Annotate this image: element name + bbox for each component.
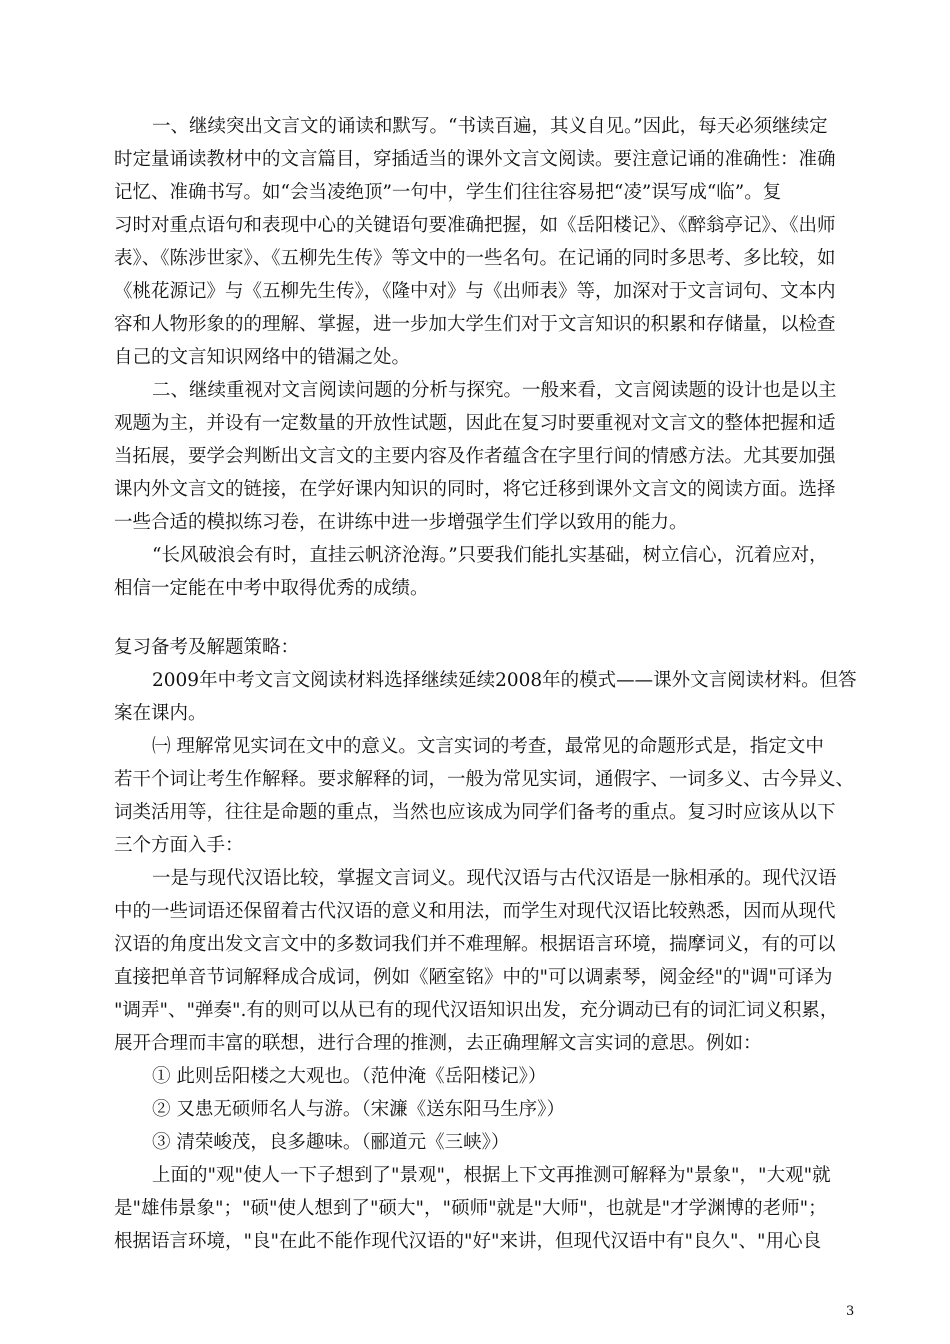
paragraph-1-line-8: 自己的文言知识网络中的错漏之处。 [114, 347, 411, 368]
example-3: ③ 清荣峻茂，良多趣味。（郦道元《三峡》） [152, 1132, 510, 1153]
paragraph-3-line-2: 案在课内。 [114, 703, 207, 724]
paragraph-2-line-5: 一些合适的模拟练习卷，在讲练中进一步增强学生们学以致用的能力。 [114, 512, 688, 533]
paragraph-4-line-1: ㈠ 理解常见实词在文中的意义。文言实词的考查，最常见的命题形式是，指定文中 [152, 736, 824, 757]
paragraph-5-line-3: 汉语的角度出发文言文中的多数词我们并不难理解。根据语言环境，揣摩词义，有的可以 [114, 934, 836, 955]
paragraph-4-line-2: 若干个词让考生作解释。要求解释的词，一般为常见实词，通假字、一词多义、古今异义、 [114, 769, 855, 790]
quote-line-1: “长风破浪会有时，直挂云帆济沧海。”只要我们能扎实基础，树立信心，沉着应对， [152, 545, 828, 566]
paragraph-2-line-4: 课内外文言文的链接，在学好课内知识的同时，将它迁移到课外文言文的阅读方面。选择 [114, 479, 836, 500]
paragraph-5-line-4: 直接把单音节词解释成合成词，例如《陋室铭》中的"可以调素琴，阅金经"的"调"可译为 [114, 967, 833, 988]
paragraph-1-line-7: 容和人物形象的的理解、掌握，进一步加大学生们对于文言知识的积累和存储量，以检查 [114, 314, 836, 335]
paragraph-4-line-3: 词类活用等，往往是命题的重点，当然也应该成为同学们备考的重点。复习时应该从以下 [114, 802, 836, 823]
paragraph-6-line-1: 上面的"观"使人一下子想到了"景观"，根据上下文再推测可解释为"景象"，"大观"就 [152, 1165, 831, 1186]
quote-line-2: 相信一定能在中考中取得优秀的成绩。 [114, 578, 429, 599]
paragraph-6-line-3: 根据语言环境，"良"在此不能作现代汉语的"好"来讲，但现代汉语中有"良久"、"用心良 [114, 1231, 822, 1252]
paragraph-5-line-2: 中的一些词语还保留着古代汉语的意义和用法，而学生对现代汉语比较熟悉，因而从现代 [114, 901, 836, 922]
paragraph-5-line-5: "调弄"、"弹奏".有的则可以从已有的现代汉语知识出发，充分调动已有的词汇词义积累， [114, 1000, 839, 1021]
page-number: 3 [846, 1304, 855, 1319]
paragraph-3-line-1: 2009年中考文言文阅读材料选择继续延续2008年的模式——课外文言阅读材料。但答 [152, 670, 857, 691]
paragraph-1-line-2: 时定量诵读教材中的文言篇目，穿插适当的课外文言文阅读。要注意记诵的准确性：准确 [114, 149, 836, 170]
example-2: ② 又患无硕师名人与游。（宋濂《送东阳马生序》） [152, 1099, 565, 1120]
paragraph-1-line-3: 记忆、准确书写。如“会当凌绝顶”一句中，学生们往往容易把“凌”误写成“临”。复 [114, 182, 782, 203]
example-1: ① 此则岳阳楼之大观也。（范仲淹《岳阳楼记》） [152, 1066, 547, 1087]
paragraph-4-line-4: 三个方面入手： [114, 835, 244, 856]
paragraph-1-line-5: 表》、《陈涉世家》、《五柳先生传》等文中的一些名句。在记诵的同时多思考、多比较，如 [114, 248, 836, 269]
paragraph-2-line-2: 观题为主，并设有一定数量的开放性试题，因此在复习时要重视对文言文的整体把握和适 [114, 413, 836, 434]
section-heading: 复习备考及解题策略： [114, 637, 300, 658]
paragraph-2-line-1: 二、继续重视对文言阅读问题的分析与探究。一般来看，文言阅读题的设计也是以主 [152, 380, 837, 401]
paragraph-1-line-1: 一、继续突出文言文的诵读和默写。“书读百遍，其义自见。”因此，每天必须继续定 [152, 116, 828, 137]
paragraph-1-line-6: 《桃花源记》与《五柳先生传》，《隆中对》与《出师表》等，加深对于文言词句、文本内 [114, 281, 836, 302]
paragraph-1-line-4: 习时对重点语句和表现中心的关键语句要准确把握，如《岳阳楼记》、《醉翁亭记》、《出师 [114, 215, 836, 236]
paragraph-5-line-6: 展开合理而丰富的联想，进行合理的推测，去正确理解文言实词的意思。例如： [114, 1033, 762, 1054]
paragraph-5-line-1: 一是与现代汉语比较，掌握文言词义。现代汉语与古代汉语是一脉相承的。现代汉语 [152, 868, 837, 889]
paragraph-2-line-3: 当拓展，要学会判断出文言文的主要内容及作者蕴含在字里行间的情感方法。尤其要加强 [114, 446, 836, 467]
paragraph-6-line-2: 是"雄伟景象"；"硕"使人想到了"硕大"，"硕师"就是"大师"，也就是"才学渊博的老师"； [114, 1198, 827, 1219]
